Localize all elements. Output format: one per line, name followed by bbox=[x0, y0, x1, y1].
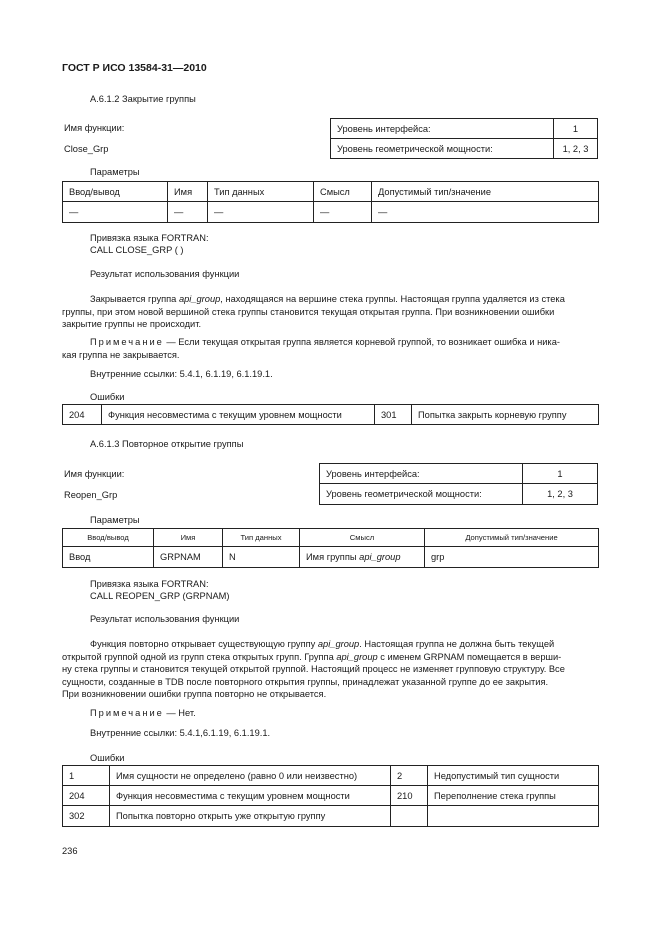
params-cell: — bbox=[314, 202, 372, 223]
geom-level-label: Уровень геометрической мощности: bbox=[331, 139, 554, 159]
geom-level-value: 1, 2, 3 bbox=[554, 139, 598, 159]
result-paragraph: Функция повторно открывает существующую группу api_group. Настоящая группа не должна быть текущей открытой группой одной из групп стека открытых групп. Группа api_group с именем GRPNAM помещается в верши- ну стека группы и становится текущей открытой группой. Настоящий процесс не изменяет групповую структуру. Все сущности, созданные в TDB после повторного открытия группы, принадлежат указанной группе до ее закрытия. При возникновении ошибки группа повторно не открывается. bbox=[62, 639, 565, 699]
params-cell: — bbox=[372, 202, 599, 223]
params-header: Тип данных bbox=[223, 529, 300, 547]
errors-table bbox=[62, 404, 599, 425]
params-cell: N bbox=[223, 547, 300, 568]
error-text: Имя сущности не определено (равно 0 или неизвестно) bbox=[110, 766, 391, 786]
binding-call: CALL CLOSE_GRP ( ) bbox=[90, 245, 184, 255]
params-cell: GRPNAM bbox=[154, 547, 223, 568]
error-text: Недопустимый тип сущности bbox=[428, 766, 599, 786]
binding-call: CALL REOPEN_GRP (GRPNAM) bbox=[90, 591, 230, 601]
params-header: Ввод/вывод bbox=[63, 182, 168, 202]
function-name-label: Имя функции: bbox=[64, 123, 125, 133]
page-number: 236 bbox=[62, 846, 78, 856]
result-title: Результат использования функции bbox=[90, 269, 240, 279]
params-header: Имя bbox=[154, 529, 223, 547]
level-table bbox=[330, 118, 598, 159]
level-table bbox=[319, 463, 598, 505]
note: Примечание — Нет. bbox=[90, 708, 196, 718]
section-heading: А.6.1.3 Повторное открытие группы bbox=[90, 439, 244, 449]
params-cell: Ввод bbox=[63, 547, 154, 568]
section-heading: А.6.1.2 Закрытие группы bbox=[90, 94, 196, 104]
result-paragraph: Закрывается группа api_group, находящаяся на вершине стека группы. Настоящая группа удаляется из стека группы, при этом новой вершиной стека группы становится текущая открытая группа. При возникновении ошибки закрытие группы не происходит. bbox=[62, 294, 565, 329]
error-text: Переполнение стека группы bbox=[428, 786, 599, 806]
interface-level-label: Уровень интерфейса: bbox=[320, 464, 523, 484]
params-table bbox=[62, 181, 599, 223]
params-table bbox=[62, 528, 599, 568]
params-cell: — bbox=[168, 202, 208, 223]
error-text: Функция несовместима с текущим уровнем мощности bbox=[102, 405, 375, 425]
error-code: 210 bbox=[391, 786, 428, 806]
errors-title: Ошибки bbox=[90, 753, 125, 763]
error-code: 301 bbox=[375, 405, 412, 425]
errors-table bbox=[62, 765, 599, 827]
errors-title: Ошибки bbox=[90, 392, 125, 402]
error-code: 1 bbox=[63, 766, 110, 786]
internal-refs: Внутренние ссылки: 5.4.1, 6.1.19, 6.1.19.1. bbox=[90, 369, 273, 379]
internal-refs: Внутренние ссылки: 5.4.1,6.1.19, 6.1.19.1. bbox=[90, 728, 271, 738]
error-text: Функция несовместима с текущим уровнем мощности bbox=[110, 786, 391, 806]
error-code bbox=[391, 806, 428, 827]
page-title: ГОСТ Р ИСО 13584-31—2010 bbox=[62, 62, 207, 74]
result-title: Результат использования функции bbox=[90, 614, 240, 624]
params-header: Допустимый тип/значение bbox=[372, 182, 599, 202]
function-name-value: Close_Grp bbox=[64, 144, 109, 154]
params-cell: — bbox=[63, 202, 168, 223]
params-header: Допустимый тип/значение bbox=[425, 529, 599, 547]
params-cell: grp bbox=[425, 547, 599, 568]
interface-level-value: 1 bbox=[523, 464, 598, 484]
function-name-value: Reopen_Grp bbox=[64, 490, 118, 500]
error-text: Попытка закрыть корневую группу bbox=[412, 405, 599, 425]
error-code: 204 bbox=[63, 405, 102, 425]
params-header: Смысл bbox=[300, 529, 425, 547]
params-title: Параметры bbox=[90, 515, 140, 525]
error-code: 2 bbox=[391, 766, 428, 786]
binding-title: Привязка языка FORTRAN: bbox=[90, 579, 209, 589]
error-code: 204 bbox=[63, 786, 110, 806]
params-header: Тип данных bbox=[208, 182, 314, 202]
function-name-label: Имя функции: bbox=[64, 469, 125, 479]
geom-level-label: Уровень геометрической мощности: bbox=[320, 484, 523, 505]
params-header: Смысл bbox=[314, 182, 372, 202]
geom-level-value: 1, 2, 3 bbox=[523, 484, 598, 505]
error-text bbox=[428, 806, 599, 827]
interface-level-label: Уровень интерфейса: bbox=[331, 119, 554, 139]
error-code: 302 bbox=[63, 806, 110, 827]
params-title: Параметры bbox=[90, 167, 140, 177]
interface-level-value: 1 bbox=[554, 119, 598, 139]
note: Примечание — Если текущая открытая группа является корневой группой, то возникает ошибка и ника- кая группа не закрывается. bbox=[62, 337, 560, 360]
params-cell: Имя группы api_group bbox=[300, 547, 425, 568]
error-text: Попытка повторно открыть уже открытую группу bbox=[110, 806, 391, 827]
params-cell: — bbox=[208, 202, 314, 223]
params-header: Имя bbox=[168, 182, 208, 202]
params-header: Ввод/вывод bbox=[63, 529, 154, 547]
binding-title: Привязка языка FORTRAN: bbox=[90, 233, 209, 243]
